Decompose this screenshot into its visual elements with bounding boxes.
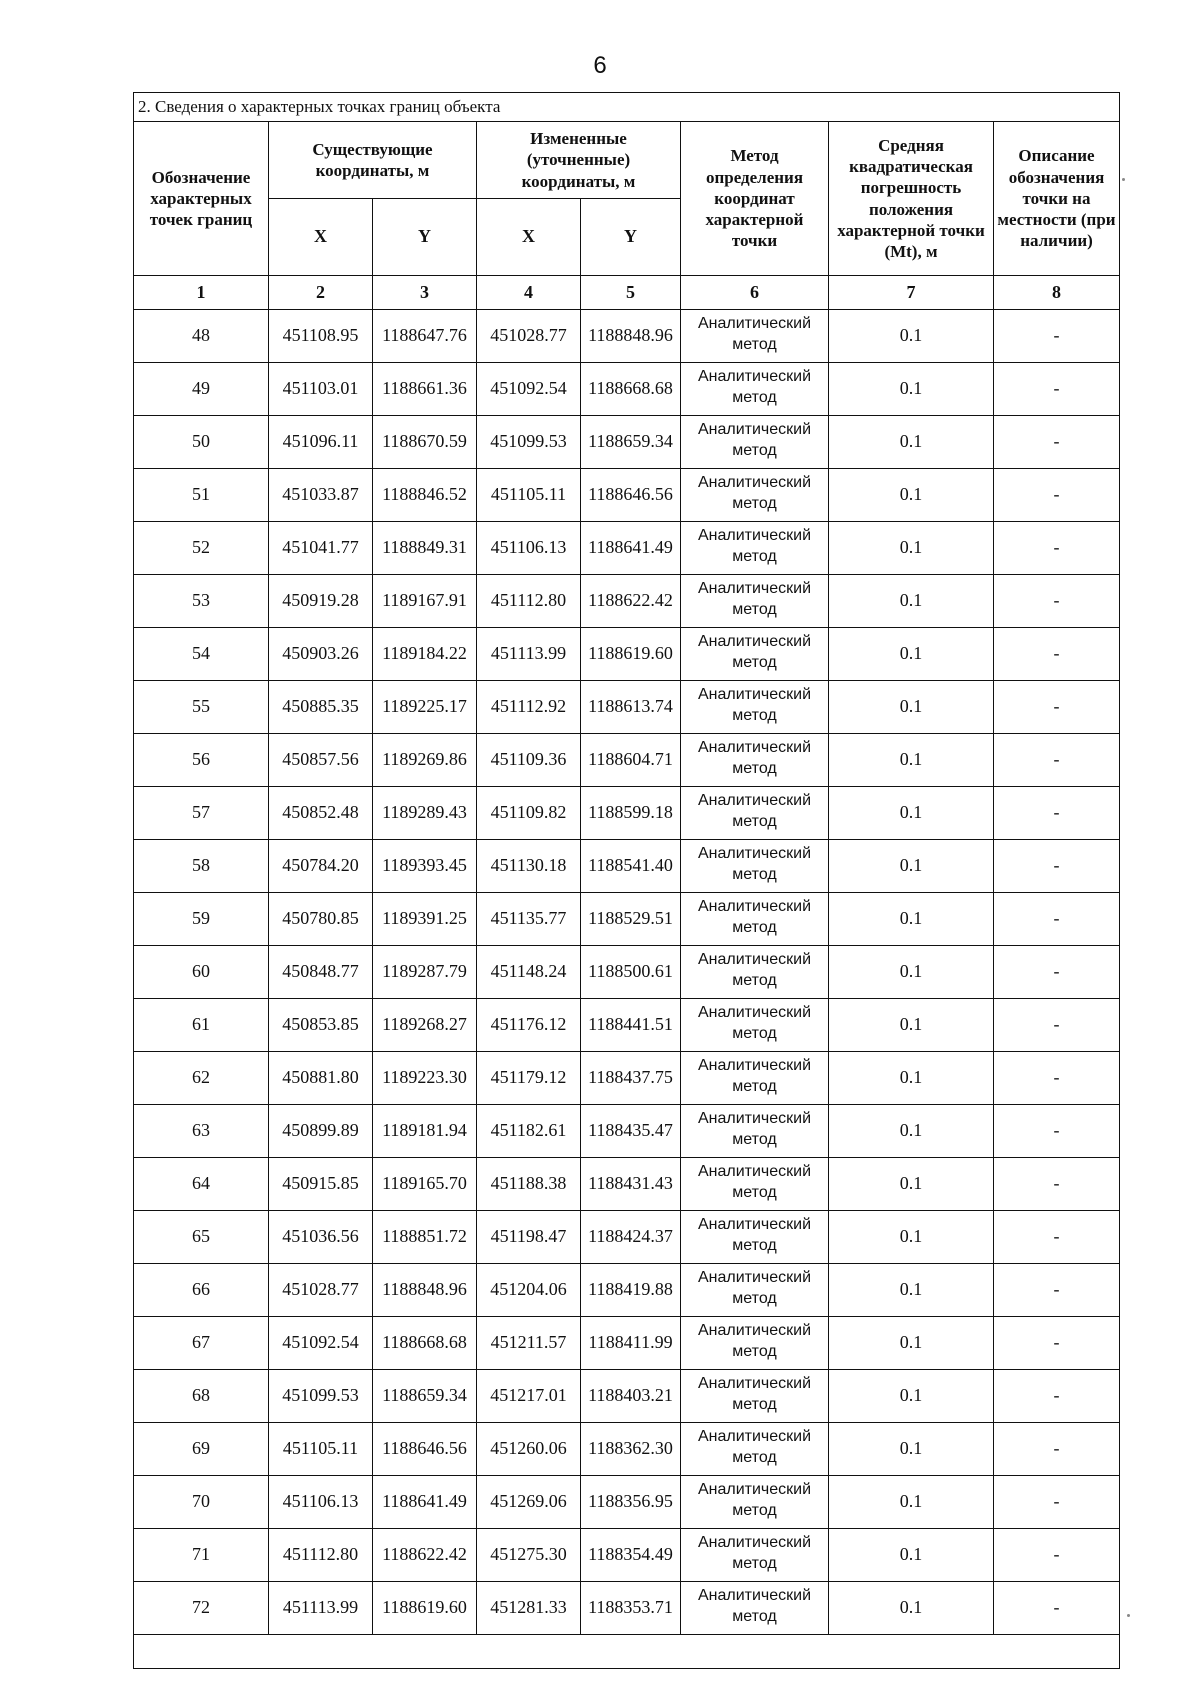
method-cell: Аналитический метод (681, 1317, 829, 1370)
method-cell: Аналитический метод (681, 363, 829, 416)
existing-y-cell: 1189165.70 (373, 1158, 477, 1211)
table-row (134, 681, 1120, 734)
table-row (134, 999, 1120, 1052)
method-cell: Аналитический метод (681, 575, 829, 628)
method-cell: Аналитический метод (681, 1052, 829, 1105)
existing-y-cell: 1189268.27 (373, 999, 477, 1052)
changed-y-cell: 1188646.56 (581, 469, 681, 522)
description-cell: - (994, 469, 1120, 522)
method-cell: Аналитический метод (681, 1105, 829, 1158)
changed-y-cell: 1188500.61 (581, 946, 681, 999)
method-cell: Аналитический метод (681, 734, 829, 787)
point-cell: 63 (134, 1105, 269, 1158)
error-cell: 0.1 (829, 469, 994, 522)
method-cell: Аналитический метод (681, 1370, 829, 1423)
changed-x-cell: 451204.06 (477, 1264, 581, 1317)
changed-y-cell: 1188613.74 (581, 681, 681, 734)
changed-x-cell: 451148.24 (477, 946, 581, 999)
existing-x-cell: 450899.89 (269, 1105, 373, 1158)
existing-x-cell: 450915.85 (269, 1158, 373, 1211)
description-cell: - (994, 999, 1120, 1052)
changed-x-cell: 451130.18 (477, 840, 581, 893)
table-row (134, 1370, 1120, 1423)
method-cell: Аналитический метод (681, 893, 829, 946)
method-cell: Аналитический метод (681, 1423, 829, 1476)
error-cell: 0.1 (829, 310, 994, 363)
table-row (134, 840, 1120, 893)
existing-y-cell: 1189184.22 (373, 628, 477, 681)
description-cell: - (994, 1476, 1120, 1529)
existing-x-cell: 450852.48 (269, 787, 373, 840)
existing-x-cell: 450780.85 (269, 893, 373, 946)
error-cell: 0.1 (829, 575, 994, 628)
point-cell: 54 (134, 628, 269, 681)
existing-x-cell: 451103.01 (269, 363, 373, 416)
error-cell: 0.1 (829, 999, 994, 1052)
error-cell: 0.1 (829, 1582, 994, 1635)
existing-x-cell: 451028.77 (269, 1264, 373, 1317)
existing-x-cell: 450919.28 (269, 575, 373, 628)
point-cell: 48 (134, 310, 269, 363)
changed-y-cell: 1188641.49 (581, 522, 681, 575)
existing-x-cell: 451112.80 (269, 1529, 373, 1582)
table-row (134, 893, 1120, 946)
header-existing-x: X (269, 199, 373, 276)
header-point-designation: Обозначение характерных точек границ (134, 122, 269, 276)
existing-y-cell: 1188670.59 (373, 416, 477, 469)
description-cell: - (994, 1423, 1120, 1476)
method-cell: Аналитический метод (681, 1211, 829, 1264)
changed-y-cell: 1188668.68 (581, 363, 681, 416)
error-cell: 0.1 (829, 1370, 994, 1423)
empty-cell (134, 1635, 1120, 1669)
description-cell: - (994, 1264, 1120, 1317)
existing-y-cell: 1188641.49 (373, 1476, 477, 1529)
scan-speck (1127, 1614, 1130, 1617)
error-cell: 0.1 (829, 363, 994, 416)
error-cell: 0.1 (829, 1052, 994, 1105)
changed-x-cell: 451198.47 (477, 1211, 581, 1264)
table-row (134, 1158, 1120, 1211)
changed-y-cell: 1188362.30 (581, 1423, 681, 1476)
column-number: 2 (269, 276, 373, 310)
method-cell: Аналитический метод (681, 840, 829, 893)
method-cell: Аналитический метод (681, 1582, 829, 1635)
page-number: 6 (593, 52, 607, 79)
point-cell: 51 (134, 469, 269, 522)
existing-x-cell: 451099.53 (269, 1370, 373, 1423)
description-cell: - (994, 787, 1120, 840)
description-cell: - (994, 416, 1120, 469)
column-number: 5 (581, 276, 681, 310)
point-cell: 62 (134, 1052, 269, 1105)
description-cell: - (994, 1582, 1120, 1635)
table-row (134, 363, 1120, 416)
method-cell: Аналитический метод (681, 522, 829, 575)
error-cell: 0.1 (829, 1105, 994, 1158)
table-row (134, 575, 1120, 628)
existing-x-cell: 450853.85 (269, 999, 373, 1052)
method-cell: Аналитический метод (681, 1476, 829, 1529)
point-cell: 59 (134, 893, 269, 946)
existing-x-cell: 451096.11 (269, 416, 373, 469)
changed-x-cell: 451112.92 (477, 681, 581, 734)
table-row (134, 416, 1120, 469)
table-row (134, 1211, 1120, 1264)
existing-y-cell: 1188668.68 (373, 1317, 477, 1370)
table-row (134, 1529, 1120, 1582)
method-cell: Аналитический метод (681, 310, 829, 363)
method-cell: Аналитический метод (681, 1264, 829, 1317)
changed-x-cell: 451269.06 (477, 1476, 581, 1529)
point-cell: 60 (134, 946, 269, 999)
existing-y-cell: 1188646.56 (373, 1423, 477, 1476)
column-number: 1 (134, 276, 269, 310)
existing-x-cell: 451041.77 (269, 522, 373, 575)
point-cell: 65 (134, 1211, 269, 1264)
existing-x-cell: 450881.80 (269, 1052, 373, 1105)
changed-x-cell: 451028.77 (477, 310, 581, 363)
header-changed-y: Y (581, 199, 681, 276)
column-number: 3 (373, 276, 477, 310)
table-row (134, 628, 1120, 681)
description-cell: - (994, 628, 1120, 681)
changed-y-cell: 1188437.75 (581, 1052, 681, 1105)
column-numbers-row (134, 276, 1120, 310)
table-row (134, 1105, 1120, 1158)
table-row (134, 1317, 1120, 1370)
existing-y-cell: 1189393.45 (373, 840, 477, 893)
existing-x-cell: 450848.77 (269, 946, 373, 999)
point-cell: 57 (134, 787, 269, 840)
boundary-points-table (133, 92, 1120, 1669)
method-cell: Аналитический метод (681, 681, 829, 734)
changed-x-cell: 451135.77 (477, 893, 581, 946)
existing-x-cell: 451036.56 (269, 1211, 373, 1264)
changed-y-cell: 1188848.96 (581, 310, 681, 363)
changed-y-cell: 1188599.18 (581, 787, 681, 840)
method-cell: Аналитический метод (681, 469, 829, 522)
existing-y-cell: 1189391.25 (373, 893, 477, 946)
table-row (134, 1423, 1120, 1476)
point-cell: 67 (134, 1317, 269, 1370)
existing-y-cell: 1188659.34 (373, 1370, 477, 1423)
error-cell: 0.1 (829, 628, 994, 681)
error-cell: 0.1 (829, 681, 994, 734)
error-cell: 0.1 (829, 1211, 994, 1264)
description-cell: - (994, 310, 1120, 363)
header-error: Средняя квадратическая погрешность положения характерной точки (Mt), м (829, 122, 994, 276)
column-number: 6 (681, 276, 829, 310)
changed-y-cell: 1188424.37 (581, 1211, 681, 1264)
changed-x-cell: 451275.30 (477, 1529, 581, 1582)
header-existing-y: Y (373, 199, 477, 276)
existing-y-cell: 1188647.76 (373, 310, 477, 363)
existing-y-cell: 1189167.91 (373, 575, 477, 628)
table-row (134, 1476, 1120, 1529)
description-cell: - (994, 1529, 1120, 1582)
error-cell: 0.1 (829, 893, 994, 946)
description-cell: - (994, 1158, 1120, 1211)
point-cell: 72 (134, 1582, 269, 1635)
description-cell: - (994, 363, 1120, 416)
changed-y-cell: 1188403.21 (581, 1370, 681, 1423)
method-cell: Аналитический метод (681, 1158, 829, 1211)
changed-y-cell: 1188529.51 (581, 893, 681, 946)
changed-x-cell: 451113.99 (477, 628, 581, 681)
table-row (134, 1582, 1120, 1635)
error-cell: 0.1 (829, 734, 994, 787)
existing-y-cell: 1189225.17 (373, 681, 477, 734)
changed-y-cell: 1188435.47 (581, 1105, 681, 1158)
error-cell: 0.1 (829, 1264, 994, 1317)
method-cell: Аналитический метод (681, 999, 829, 1052)
method-cell: Аналитический метод (681, 416, 829, 469)
changed-x-cell: 451106.13 (477, 522, 581, 575)
existing-x-cell: 450885.35 (269, 681, 373, 734)
point-cell: 66 (134, 1264, 269, 1317)
changed-x-cell: 451211.57 (477, 1317, 581, 1370)
changed-x-cell: 451260.06 (477, 1423, 581, 1476)
header-method: Метод определения координат характерной точки (681, 122, 829, 276)
column-number: 4 (477, 276, 581, 310)
changed-x-cell: 451092.54 (477, 363, 581, 416)
existing-y-cell: 1188846.52 (373, 469, 477, 522)
error-cell: 0.1 (829, 1476, 994, 1529)
existing-y-cell: 1189287.79 (373, 946, 477, 999)
changed-y-cell: 1188419.88 (581, 1264, 681, 1317)
existing-x-cell: 450903.26 (269, 628, 373, 681)
description-cell: - (994, 1052, 1120, 1105)
description-cell: - (994, 893, 1120, 946)
changed-x-cell: 451179.12 (477, 1052, 581, 1105)
description-cell: - (994, 522, 1120, 575)
method-cell: Аналитический метод (681, 946, 829, 999)
column-number: 8 (994, 276, 1120, 310)
changed-x-cell: 451176.12 (477, 999, 581, 1052)
point-cell: 71 (134, 1529, 269, 1582)
description-cell: - (994, 681, 1120, 734)
existing-x-cell: 451113.99 (269, 1582, 373, 1635)
error-cell: 0.1 (829, 1317, 994, 1370)
existing-y-cell: 1188619.60 (373, 1582, 477, 1635)
error-cell: 0.1 (829, 1423, 994, 1476)
column-number: 7 (829, 276, 994, 310)
method-cell: Аналитический метод (681, 628, 829, 681)
changed-y-cell: 1188353.71 (581, 1582, 681, 1635)
table-row (134, 946, 1120, 999)
changed-y-cell: 1188356.95 (581, 1476, 681, 1529)
table-row (134, 787, 1120, 840)
error-cell: 0.1 (829, 522, 994, 575)
point-cell: 55 (134, 681, 269, 734)
existing-x-cell: 451106.13 (269, 1476, 373, 1529)
table-row (134, 1052, 1120, 1105)
point-cell: 53 (134, 575, 269, 628)
existing-y-cell: 1189223.30 (373, 1052, 477, 1105)
existing-y-cell: 1188851.72 (373, 1211, 477, 1264)
existing-x-cell: 450857.56 (269, 734, 373, 787)
point-cell: 52 (134, 522, 269, 575)
changed-y-cell: 1188659.34 (581, 416, 681, 469)
existing-x-cell: 450784.20 (269, 840, 373, 893)
error-cell: 0.1 (829, 787, 994, 840)
point-cell: 50 (134, 416, 269, 469)
section-title: 2. Сведения о характерных точках границ объекта (134, 93, 1120, 122)
existing-y-cell: 1188661.36 (373, 363, 477, 416)
error-cell: 0.1 (829, 1158, 994, 1211)
header-existing-coordinates: Существующие координаты, м (269, 122, 477, 199)
description-cell: - (994, 1211, 1120, 1264)
existing-x-cell: 451033.87 (269, 469, 373, 522)
header-changed-x: X (477, 199, 581, 276)
empty-row (134, 1635, 1120, 1669)
description-cell: - (994, 1370, 1120, 1423)
error-cell: 0.1 (829, 416, 994, 469)
changed-y-cell: 1188541.40 (581, 840, 681, 893)
changed-x-cell: 451109.82 (477, 787, 581, 840)
point-cell: 61 (134, 999, 269, 1052)
changed-y-cell: 1188441.51 (581, 999, 681, 1052)
method-cell: Аналитический метод (681, 1529, 829, 1582)
description-cell: - (994, 1317, 1120, 1370)
changed-x-cell: 451188.38 (477, 1158, 581, 1211)
changed-x-cell: 451109.36 (477, 734, 581, 787)
existing-y-cell: 1189181.94 (373, 1105, 477, 1158)
existing-y-cell: 1189289.43 (373, 787, 477, 840)
error-cell: 0.1 (829, 1529, 994, 1582)
header-description: Описание обозначения точки на местности (при наличии) (994, 122, 1120, 276)
description-cell: - (994, 575, 1120, 628)
point-cell: 49 (134, 363, 269, 416)
point-cell: 68 (134, 1370, 269, 1423)
point-cell: 58 (134, 840, 269, 893)
changed-y-cell: 1188619.60 (581, 628, 681, 681)
existing-y-cell: 1188848.96 (373, 1264, 477, 1317)
error-cell: 0.1 (829, 840, 994, 893)
changed-x-cell: 451217.01 (477, 1370, 581, 1423)
changed-x-cell: 451105.11 (477, 469, 581, 522)
existing-x-cell: 451108.95 (269, 310, 373, 363)
scan-speck (1122, 178, 1125, 181)
point-cell: 69 (134, 1423, 269, 1476)
changed-x-cell: 451281.33 (477, 1582, 581, 1635)
changed-x-cell: 451112.80 (477, 575, 581, 628)
existing-x-cell: 451105.11 (269, 1423, 373, 1476)
error-cell: 0.1 (829, 946, 994, 999)
table-row (134, 1264, 1120, 1317)
table-row (134, 310, 1120, 363)
description-cell: - (994, 734, 1120, 787)
changed-y-cell: 1188431.43 (581, 1158, 681, 1211)
description-cell: - (994, 840, 1120, 893)
existing-y-cell: 1189269.86 (373, 734, 477, 787)
changed-x-cell: 451099.53 (477, 416, 581, 469)
table-row (134, 469, 1120, 522)
changed-y-cell: 1188622.42 (581, 575, 681, 628)
existing-y-cell: 1188849.31 (373, 522, 477, 575)
point-cell: 64 (134, 1158, 269, 1211)
point-cell: 70 (134, 1476, 269, 1529)
header-changed-coordinates: Измененные (уточненные) координаты, м (477, 122, 681, 199)
point-cell: 56 (134, 734, 269, 787)
existing-y-cell: 1188622.42 (373, 1529, 477, 1582)
description-cell: - (994, 946, 1120, 999)
existing-x-cell: 451092.54 (269, 1317, 373, 1370)
table-row (134, 734, 1120, 787)
changed-y-cell: 1188604.71 (581, 734, 681, 787)
method-cell: Аналитический метод (681, 787, 829, 840)
changed-y-cell: 1188354.49 (581, 1529, 681, 1582)
description-cell: - (994, 1105, 1120, 1158)
table-row (134, 522, 1120, 575)
changed-x-cell: 451182.61 (477, 1105, 581, 1158)
changed-y-cell: 1188411.99 (581, 1317, 681, 1370)
